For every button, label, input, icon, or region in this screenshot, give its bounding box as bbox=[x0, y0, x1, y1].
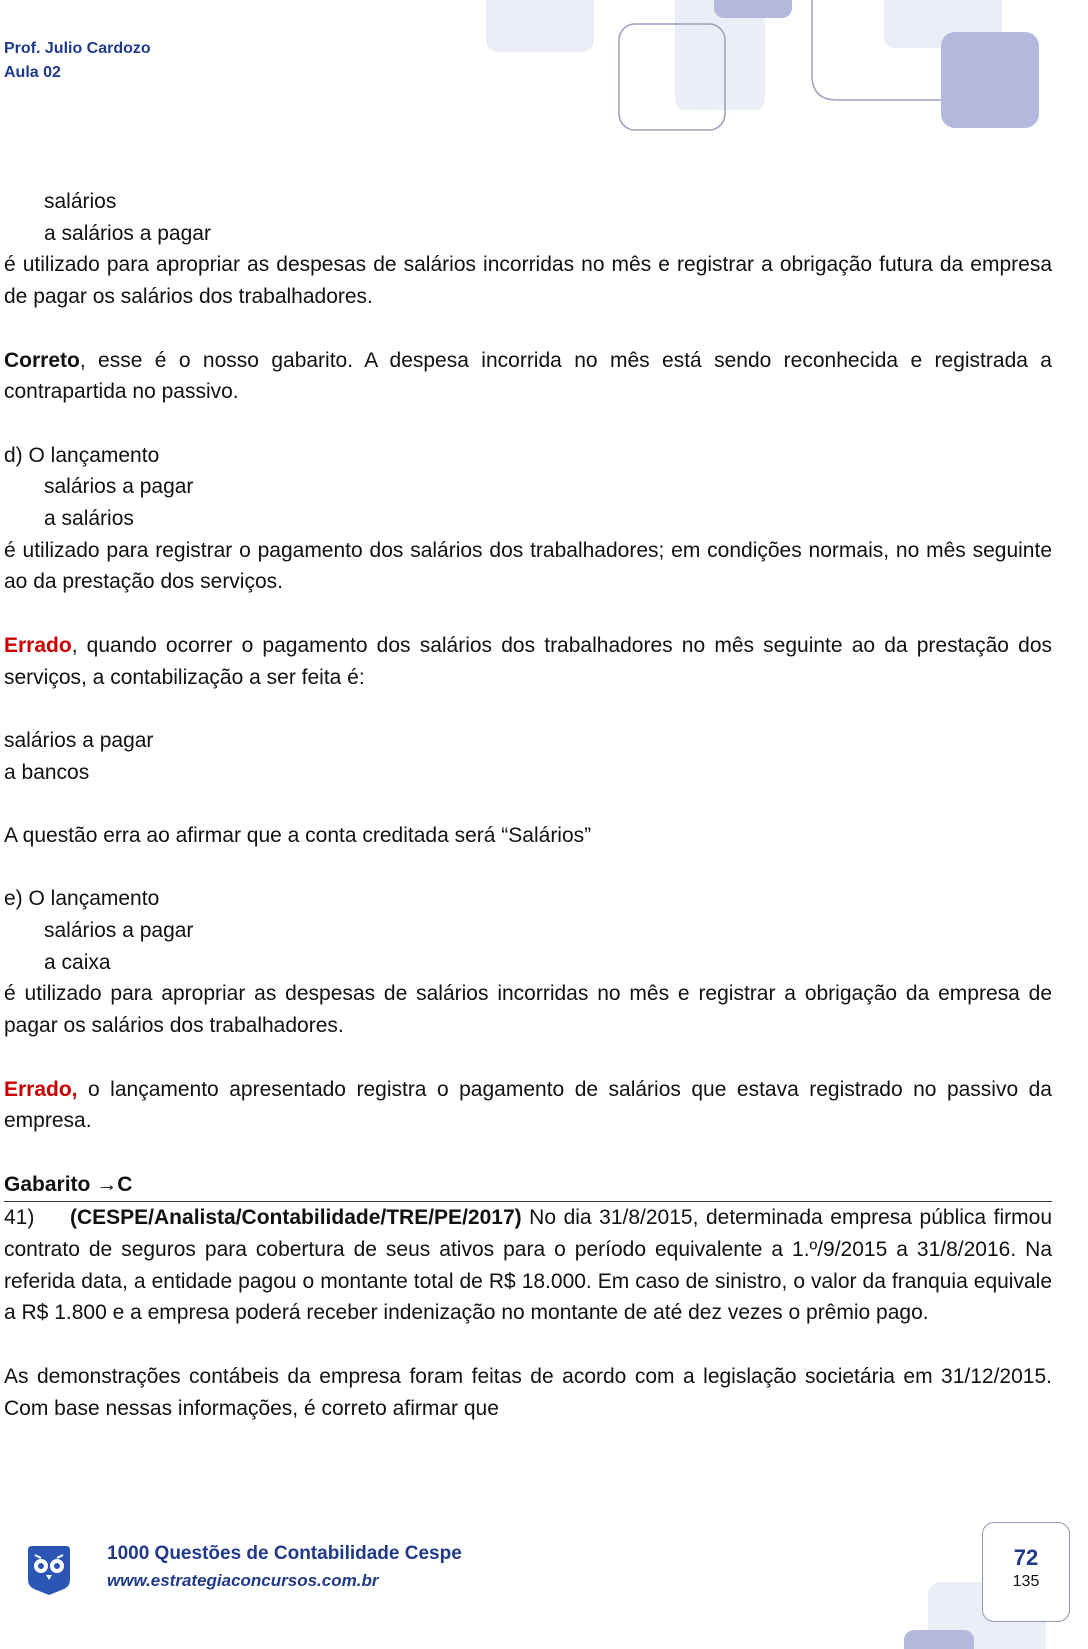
owl-icon bbox=[26, 1544, 72, 1596]
entry-line: a caixa bbox=[44, 950, 111, 974]
option-heading: d) O lançamento bbox=[4, 443, 160, 467]
entry-line: salários bbox=[44, 190, 117, 213]
page-number-box bbox=[982, 1522, 1070, 1622]
lesson-label: Aula 02 bbox=[4, 64, 61, 81]
entry-line: a bancos bbox=[4, 760, 90, 784]
page-header bbox=[4, 37, 151, 85]
question-number: 41) bbox=[4, 1206, 35, 1230]
paragraph: é utilizado para registrar o pagamento dos salários dos trabalhadores; em condições normais, no mês seguinte ao da prestação dos serviços. bbox=[4, 538, 1052, 594]
page-number: 72 bbox=[1013, 1545, 1039, 1570]
question-paragraph: As demonstrações contábeis da empresa foram feitas de acordo com a legislação societária em 31/12/2015. Com base nessas informações, é correto afirmar que bbox=[4, 1364, 1052, 1420]
entry-line: salários a pagar bbox=[44, 475, 194, 499]
entry-line: salários a pagar bbox=[4, 728, 154, 752]
question-text: No dia 31/8/2015, determinada empresa pública firmou contrato de seguros para cobertura de seus ativos para o período equivalente a 1.º/9/2015 a 31/8/2016. Na referida data, a entidade pagou o montante total de R$ 18.000. Em caso de sinistro, o valor da franquia equivale a R$ 1.800 e a empresa poderá receber indenização no montante de até dez vezes o prêmio pago. bbox=[4, 1206, 1052, 1325]
option-heading: e) O lançamento bbox=[4, 887, 160, 911]
entry-line: a salários bbox=[44, 507, 134, 530]
entry-line: salários a pagar bbox=[44, 919, 194, 943]
note-paragraph: A questão erra ao afirmar que a conta creditada será “Salários” bbox=[4, 823, 592, 847]
question-paragraph bbox=[4, 1202, 1052, 1329]
verdict-wrong: Errado, bbox=[4, 1077, 78, 1101]
entry-line: a salários a pagar bbox=[44, 221, 211, 245]
answer-key bbox=[4, 1169, 1052, 1203]
comment-paragraph bbox=[4, 630, 1052, 693]
page-total: 135 bbox=[1012, 1573, 1040, 1590]
arrow-icon: → bbox=[96, 1172, 118, 1196]
document-body bbox=[4, 186, 1052, 1424]
paragraph: é utilizado para apropriar as despesas de salários incorridas no mês e registrar a obrigação da empresa de pagar os salários dos trabalhadores. bbox=[4, 982, 1052, 1038]
author-name: Prof. Julio Cardozo bbox=[4, 40, 151, 57]
comment-paragraph bbox=[4, 1074, 1052, 1137]
footer-title: 1000 Questões de Contabilidade Cespe bbox=[107, 1543, 462, 1564]
comment-text: o lançamento apresentado registra o pagamento de salários que estava registrado no passivo da empresa. bbox=[4, 1077, 1052, 1133]
comment-paragraph bbox=[4, 345, 1052, 408]
verdict-wrong: Errado bbox=[4, 633, 72, 657]
comment-text: , quando ocorrer o pagamento dos salários dos trabalhadores no mês seguinte ao da prestação dos serviços, a contabilização a ser feita é: bbox=[4, 633, 1052, 689]
paragraph: é utilizado para apropriar as despesas de salários incorridas no mês e registrar a obrigação futura da empresa de pagar os salários dos trabalhadores. bbox=[4, 253, 1052, 309]
verdict-correct: Correto bbox=[4, 348, 80, 372]
answer-key-label: Gabarito bbox=[4, 1172, 91, 1196]
question-source: (CESPE/Analista/Contabilidade/TRE/PE/2017) bbox=[70, 1206, 522, 1230]
header-decoration bbox=[0, 0, 1088, 140]
answer-key-letter: C bbox=[117, 1172, 133, 1196]
comment-text: , esse é o nosso gabarito. A despesa incorrida no mês está sendo reconhecida e registrada a contrapartida no passivo. bbox=[4, 348, 1052, 404]
footer-url[interactable]: www.estrategiaconcursos.com.br bbox=[107, 1571, 379, 1590]
